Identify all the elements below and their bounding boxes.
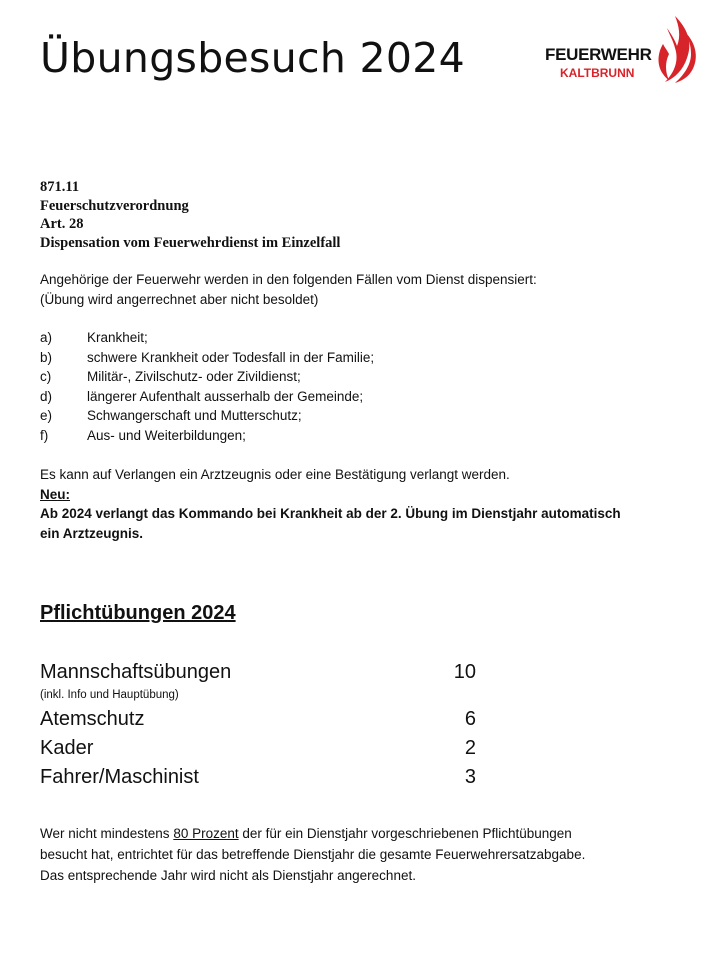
attendance-rule-line: Das entsprechende Jahr wird nicht als Dienstjahr angerechnet. (40, 868, 416, 883)
law-article: Art. 28 (40, 216, 84, 232)
list-letter: a) (40, 330, 53, 345)
new-rule-line: ein Arztzeugnis. (40, 525, 144, 541)
list-item (40, 426, 374, 446)
list-letter: d) (40, 388, 53, 404)
list-text: Krankheit; (87, 330, 148, 345)
rule-percentage: 80 Prozent (173, 826, 239, 841)
list-text: Militär-, Zivilschutz- oder Zivildienst; (87, 369, 301, 384)
intro-text (40, 270, 537, 309)
intro-line: Angehörige der Feuerwehr werden in den folgenden Fällen vom Dienst dispensiert: (40, 272, 537, 287)
rule-text: Wer nicht mindestens (40, 826, 174, 841)
duty-count: 6 (464, 708, 476, 730)
list-text: schwere Krankheit oder Todesfall in der Familie; (87, 349, 375, 365)
rule-text: der für ein Dienstjahr vorgeschriebenen Pflichtübungen (238, 826, 572, 841)
list-text: Schwangerschaft und Mutterschutz; (87, 408, 302, 423)
list-item (40, 387, 374, 407)
duty-name: Mannschaftsübungen (40, 661, 232, 683)
duty-row (40, 766, 480, 789)
law-number: 871.11 (40, 179, 80, 195)
list-letter: e) (40, 408, 53, 423)
duty-row (40, 708, 480, 731)
logo-subtitle: KALTBRUNN (560, 66, 635, 80)
attendance-rule (40, 823, 585, 886)
list-letter: b) (40, 349, 53, 365)
fire-brigade-logo (545, 14, 705, 84)
logo-wordmark: FEUERWEHR (545, 45, 652, 64)
law-reference (40, 178, 340, 252)
list-text: Aus- und Weiterbildungen; (87, 427, 246, 443)
intro-line: (Übung wird angerrechnet aber nicht besoldet) (40, 291, 319, 307)
duty-count: 10 (453, 661, 476, 683)
list-item (40, 348, 374, 368)
list-text: längerer Aufenthalt ausserhalb der Gemeinde; (87, 388, 364, 404)
duties-heading: Pflichtübungen 2024 (40, 602, 236, 624)
dispensation-reasons-list (40, 328, 374, 445)
duty-count: 2 (464, 737, 476, 759)
law-heading: Dispensation vom Feuerwehrdienst im Einzelfall (40, 234, 341, 251)
duty-name: Atemschutz (40, 708, 145, 730)
attendance-rule-line (40, 823, 585, 844)
new-label: Neu: (40, 486, 70, 502)
law-name: Feuerschutzverordnung (40, 197, 189, 214)
duty-name: Kader (40, 737, 94, 759)
list-item (40, 406, 374, 426)
duty-row (40, 737, 480, 760)
duty-row (40, 661, 480, 684)
attendance-rule-line: besucht hat, entrichtet für das betreffende Dienstjahr die gesamte Feuerwehrersatzabgabe. (40, 847, 586, 862)
list-item (40, 328, 374, 348)
certificate-note: Es kann auf Verlangen ein Arztzeugnis oder eine Bestätigung verlangt werden. (40, 467, 510, 482)
certificate-block (40, 465, 621, 543)
list-letter: c) (40, 369, 52, 384)
flame-icon (653, 14, 701, 84)
page-title: Übungsbesuch 2024 (40, 34, 465, 82)
list-item (40, 367, 374, 387)
new-rule-line: Ab 2024 verlangt das Kommando bei Krankheit ab der 2. Übung im Dienstjahr automatisch (40, 506, 621, 521)
duty-count: 3 (464, 766, 476, 788)
list-letter: f) (40, 427, 49, 443)
duty-note: (inkl. Info und Hauptübung) (40, 689, 179, 701)
duty-name: Fahrer/Maschinist (40, 766, 199, 788)
